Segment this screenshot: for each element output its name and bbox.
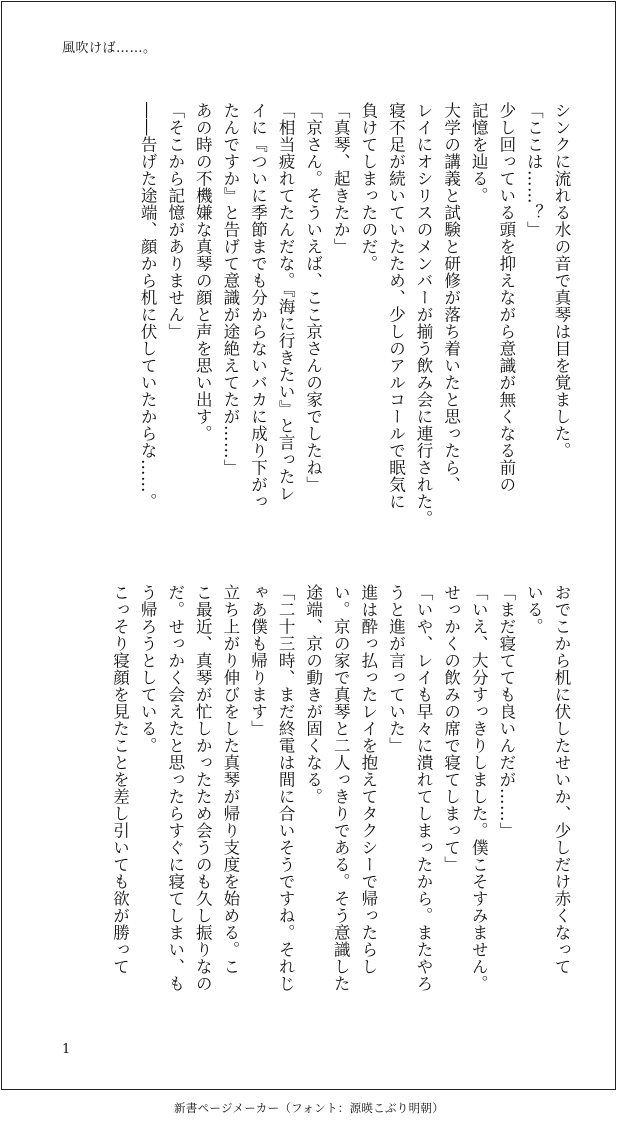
text-line: レイにオシリスのメンバーが揃う飲み会に連行された。 bbox=[414, 102, 434, 527]
text-line: い。京の家で真琴と二人っきりである。そう意識した bbox=[331, 584, 351, 992]
text-line: 「真琴、起きたか」 bbox=[331, 102, 351, 255]
text-line: 「いや、レイも早々に潰れてしまったから。またやろ bbox=[414, 584, 434, 992]
book-page bbox=[1, 1, 616, 1090]
text-line: う帰ろうとしている。 bbox=[138, 584, 158, 754]
text-line: こっそり寝顔を見たことを差し引いても欲が勝って bbox=[110, 584, 130, 975]
text-line: うと進が言っていた」 bbox=[386, 584, 406, 754]
text-line: ゃあ僕も帰ります」 bbox=[248, 584, 268, 737]
text-line: 立ち上がり伸びをした真琴が帰り支度を始める。こ bbox=[220, 584, 240, 975]
text-line: こ最近、真琴が忙しかったため会うのも久し振りなの bbox=[193, 584, 213, 992]
text-line: 記憶を辿る。 bbox=[469, 102, 489, 204]
text-line: 「そこから記憶がありません」 bbox=[165, 102, 185, 340]
text-line: イに『ついに季節までも分からないバカに成り下がっ bbox=[248, 102, 268, 510]
text-line: 寝不足が続いていたため、少しのアルコールで眠気に bbox=[386, 102, 406, 510]
text-line: おでこから机に伏したせいか、少しだけ赤くなって bbox=[552, 584, 571, 975]
text-line: 「まだ寝てても良いんだが……」 bbox=[496, 584, 516, 839]
text-line: 途端、京の動きが固くなる。 bbox=[303, 584, 323, 805]
text-line: 「相当疲れてたんだな。『海に行きたい』と言ったレ bbox=[276, 102, 296, 502]
chapter-header: 風吹けば……。 bbox=[62, 41, 157, 56]
page-number: 1 bbox=[62, 1042, 71, 1057]
text-line: 「いえ、大分すっきりしました。僕こそすみません。 bbox=[469, 584, 489, 992]
text-line: 「ここは……？」 bbox=[524, 102, 544, 238]
text-line: いる。 bbox=[524, 584, 544, 635]
text-line: 「京さん。そういえば、ここ京さんの家でしたね」 bbox=[303, 102, 323, 493]
text-line: シンクに流れる水の音で真琴は目を覚ました。 bbox=[552, 102, 571, 459]
text-line: 少し回っている頭を抑えながら意識が無くなる前の bbox=[496, 102, 516, 493]
footer-credit: 新書ページメーカー（フォント：源暎こぶり明朝） bbox=[173, 1101, 445, 1115]
text-line: たんですか』と告げて意識が途絶えてたが……」 bbox=[220, 102, 240, 476]
text-line: 負けてしまったのだ。 bbox=[358, 102, 378, 272]
lower-text-block bbox=[45, 584, 575, 992]
text-line: 「二十三時、まだ終電は間に合いそうですね。それじ bbox=[276, 584, 296, 992]
text-line: 大学の講義と試験と研修が落ち着いたと思ったら、 bbox=[441, 102, 461, 493]
text-line: だ。せっかく会えたと思ったらすぐに寝てしまい、も bbox=[165, 584, 185, 992]
text-line: せっかくの飲みの席で寝てしまって」 bbox=[441, 584, 461, 873]
text-line: ――告げた途端、顔から机に伏していたからな……。 bbox=[138, 102, 158, 510]
upper-text-block bbox=[45, 102, 575, 552]
text-line: 進は酔っ払ったレイを抱えてタクシーで帰ったらし bbox=[358, 584, 378, 975]
text-line: あの時の不機嫌な真琴の顔と声を思い出す。 bbox=[193, 102, 213, 442]
